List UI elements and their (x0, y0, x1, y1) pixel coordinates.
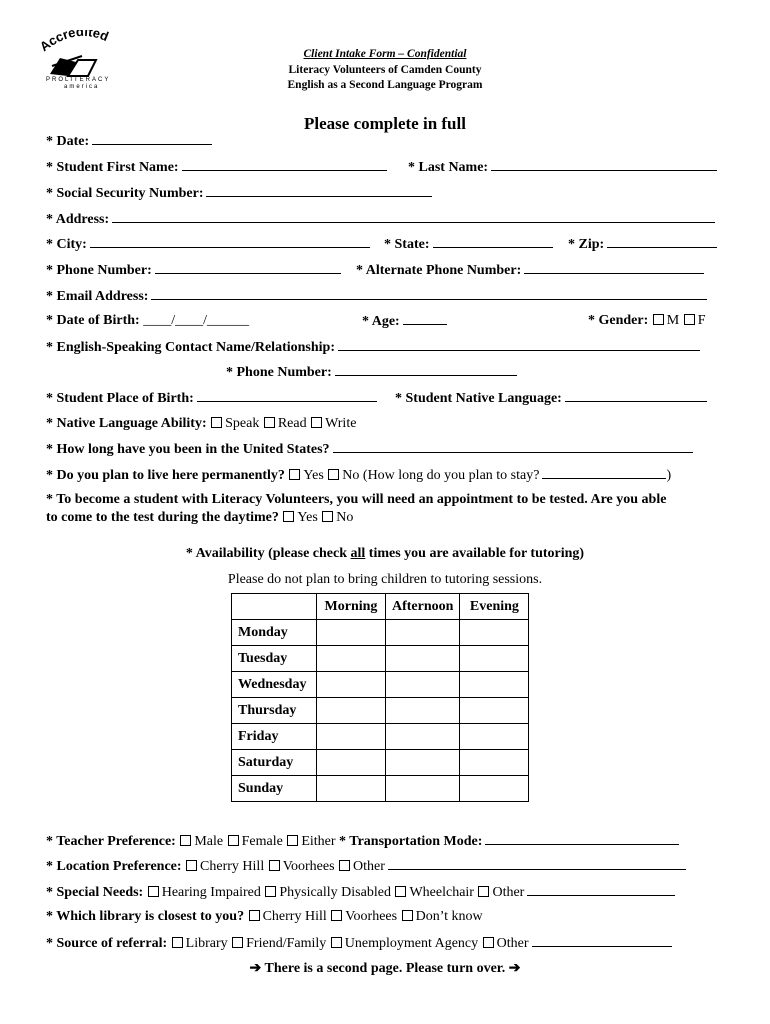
table-row (232, 620, 529, 646)
teacher-label: * Teacher Preference: (46, 834, 176, 849)
footer-note (0, 960, 770, 978)
male-label: Male (194, 834, 224, 849)
slot-cell[interactable] (386, 698, 460, 724)
ref-unemployment-checkbox[interactable] (331, 937, 342, 948)
day-wednesday: Wednesday (232, 672, 317, 698)
slot-cell[interactable] (317, 776, 386, 802)
native-lang-field[interactable] (565, 389, 707, 402)
alt-phone-field[interactable] (524, 261, 704, 274)
slot-cell[interactable] (460, 672, 529, 698)
contact-label: * English-Speaking Contact Name/Relationship: (46, 340, 335, 355)
last-name-field[interactable] (491, 158, 717, 171)
date-label: * Date: (46, 134, 90, 149)
native-lang-row (395, 389, 707, 408)
age-field[interactable] (403, 312, 447, 325)
table-row (232, 724, 529, 750)
contact-phone-field[interactable] (335, 363, 517, 376)
gender-m-label: M (666, 313, 680, 328)
day-friday: Friday (232, 724, 317, 750)
permanent-row (46, 466, 671, 485)
slot-cell[interactable] (386, 646, 460, 672)
logo-line1: PROLITERACY (46, 77, 111, 83)
contact-row (46, 338, 700, 357)
lib-voorhees-label: Voorhees (345, 909, 398, 924)
wheelchair-checkbox[interactable] (395, 886, 406, 897)
library-q-label: * Which library is closest to you? (46, 909, 245, 924)
ref-library-label: Library (185, 936, 228, 951)
location-other-label: Other (353, 859, 385, 874)
lib-voorhees-checkbox[interactable] (331, 910, 342, 921)
either-label: Either (301, 834, 336, 849)
arrow-right-icon: ➔ (508, 961, 521, 976)
test-yes-checkbox[interactable] (283, 511, 294, 522)
wheelchair-label: Wheelchair (409, 885, 474, 900)
permanent-no-checkbox[interactable] (328, 469, 339, 480)
permanent-yes-label: Yes (303, 468, 324, 483)
availability-note: Please do not plan to bring children to tutoring sessions. (227, 572, 543, 587)
gender-f-checkbox[interactable] (684, 314, 695, 325)
write-checkbox[interactable] (311, 417, 322, 428)
last-name-label: * Last Name: (408, 160, 489, 175)
how-long-row (46, 440, 693, 459)
first-name-row (46, 158, 387, 177)
age-label: * Age: (362, 314, 400, 329)
teacher-row (46, 832, 679, 851)
either-checkbox[interactable] (287, 835, 298, 846)
how-long-field[interactable] (333, 440, 693, 453)
state-row (384, 235, 553, 254)
gender-f-label: F (697, 313, 706, 328)
permanent-label: * Do you plan to live here permanently? (46, 468, 285, 483)
table-row (232, 750, 529, 776)
ref-friend-label: Friend/Family (246, 936, 327, 951)
ssn-field[interactable] (206, 184, 432, 197)
availability-title-post: times you are available for tutoring) (365, 546, 585, 561)
special-row (46, 883, 675, 902)
dob-label: * Date of Birth: (46, 313, 140, 328)
location-other-checkbox[interactable] (339, 860, 350, 871)
voorhees-checkbox[interactable] (269, 860, 280, 871)
availability-title-pre: * Availability (please check (185, 546, 351, 561)
slot-cell[interactable] (317, 646, 386, 672)
read-label: Read (277, 416, 307, 431)
alt-phone-label: * Alternate Phone Number: (356, 263, 522, 278)
male-checkbox[interactable] (180, 835, 191, 846)
hearing-checkbox[interactable] (148, 886, 159, 897)
hearing-label: Hearing Impaired (161, 885, 261, 900)
ssn-row (46, 184, 432, 203)
slot-cell[interactable] (460, 750, 529, 776)
read-checkbox[interactable] (264, 417, 275, 428)
zip-label: * Zip: (568, 237, 605, 252)
corner-cell (232, 594, 317, 620)
address-label: * Address: (46, 212, 110, 227)
birthplace-row (46, 389, 377, 408)
email-field[interactable] (151, 287, 707, 300)
referral-row (46, 934, 672, 953)
dob-row (46, 312, 249, 330)
test-question-row (46, 509, 353, 527)
female-label: Female (241, 834, 283, 849)
lib-cherry-hill-label: Cherry Hill (262, 909, 327, 924)
form-title: Client Intake Form – Confidential (303, 48, 467, 60)
logo-line2: america (64, 84, 100, 90)
availability-table (231, 593, 529, 802)
dob-field[interactable]: ____/____/______ (143, 313, 249, 328)
availability-title-all: all (350, 546, 366, 561)
col-afternoon: Afternoon (386, 594, 460, 620)
physical-label: Physically Disabled (279, 885, 391, 900)
speak-checkbox[interactable] (211, 417, 222, 428)
slot-cell[interactable] (317, 698, 386, 724)
slot-cell[interactable] (317, 724, 386, 750)
last-name-row (408, 158, 717, 177)
speak-label: Speak (225, 416, 260, 431)
cherry-hill-label: Cherry Hill (200, 859, 265, 874)
address-field[interactable] (112, 210, 715, 223)
ability-row (46, 415, 356, 433)
phone-field[interactable] (155, 261, 341, 274)
cherry-hill-checkbox[interactable] (186, 860, 197, 871)
birthplace-field[interactable] (197, 389, 377, 402)
transport-label: * Transportation Mode: (339, 834, 483, 849)
ref-other-field[interactable] (532, 934, 672, 947)
slot-cell[interactable] (317, 750, 386, 776)
test-question-line1: * To become a student with Literacy Volunteers, you will need an appointment to be tested. Are you able (46, 492, 667, 507)
program-name: English as a Second Language Program (287, 79, 483, 91)
gender-m-checkbox[interactable] (653, 314, 664, 325)
location-row (46, 857, 686, 876)
availability-title (0, 545, 770, 563)
first-name-label: * Student First Name: (46, 160, 179, 175)
ability-label: * Native Language Ability: (46, 416, 207, 431)
slot-cell[interactable] (386, 750, 460, 776)
special-label: * Special Needs: (46, 885, 144, 900)
phone-row (46, 261, 341, 280)
city-row (46, 235, 370, 254)
special-other-checkbox[interactable] (478, 886, 489, 897)
contact-field[interactable] (338, 338, 700, 351)
permanent-no-label: No (342, 468, 360, 483)
test-yes-label: Yes (297, 510, 318, 525)
contact-phone-row (226, 363, 517, 382)
slot-cell[interactable] (386, 776, 460, 802)
write-label: Write (325, 416, 357, 431)
stay-close: ) (666, 468, 672, 483)
contact-phone-label: * Phone Number: (226, 365, 332, 380)
slot-cell[interactable] (317, 672, 386, 698)
page-heading: Please complete in full (304, 114, 466, 133)
org-name: Literacy Volunteers of Camden County (288, 64, 482, 76)
logo-arc-text: Accredited (38, 30, 111, 55)
slot-cell[interactable] (386, 620, 460, 646)
how-long-label: * How long have you been in the United States? (46, 442, 330, 457)
library-row (46, 908, 483, 926)
email-row (46, 287, 707, 306)
transport-field[interactable] (485, 832, 679, 845)
alt-phone-row (356, 261, 704, 280)
ref-library-checkbox[interactable] (172, 937, 183, 948)
day-monday: Monday (232, 620, 317, 646)
dont-know-checkbox[interactable] (402, 910, 413, 921)
arrow-right-icon: ➔ (249, 961, 262, 976)
table-row (232, 776, 529, 802)
col-morning: Morning (317, 594, 386, 620)
lib-cherry-hill-checkbox[interactable] (249, 910, 260, 921)
test-no-label: No (336, 510, 354, 525)
location-other-field[interactable] (388, 857, 686, 870)
female-checkbox[interactable] (228, 835, 239, 846)
ref-friend-checkbox[interactable] (232, 937, 243, 948)
test-no-checkbox[interactable] (322, 511, 333, 522)
stay-label: (How long do you plan to stay? (362, 468, 540, 483)
slot-cell[interactable] (386, 724, 460, 750)
slot-cell[interactable] (460, 698, 529, 724)
table-row (232, 646, 529, 672)
native-lang-label: * Student Native Language: (395, 391, 562, 406)
gender-label: * Gender: (588, 313, 649, 328)
physical-checkbox[interactable] (265, 886, 276, 897)
zip-row (568, 235, 717, 254)
city-field[interactable] (90, 235, 370, 248)
footer-text: There is a second page. Please turn over. (264, 961, 506, 976)
date-field[interactable] (92, 132, 212, 145)
phone-label: * Phone Number: (46, 263, 152, 278)
slot-cell[interactable] (317, 620, 386, 646)
zip-field[interactable] (607, 235, 717, 248)
email-label: * Email Address: (46, 289, 149, 304)
special-other-field[interactable] (527, 883, 675, 896)
age-row (362, 312, 447, 331)
test-question-line2: to come to the test during the daytime? (46, 510, 279, 525)
location-label: * Location Preference: (46, 859, 182, 874)
city-label: * City: (46, 237, 87, 252)
slot-cell[interactable] (460, 724, 529, 750)
state-field[interactable] (433, 235, 553, 248)
slot-cell[interactable] (386, 672, 460, 698)
ref-other-checkbox[interactable] (483, 937, 494, 948)
ref-unemployment-label: Unemployment Agency (344, 936, 479, 951)
voorhees-label: Voorhees (282, 859, 335, 874)
slot-cell[interactable] (460, 620, 529, 646)
referral-label: * Source of referral: (46, 936, 168, 951)
ssn-label: * Social Security Number: (46, 186, 204, 201)
first-name-field[interactable] (182, 158, 387, 171)
day-sunday: Sunday (232, 776, 317, 802)
ref-other-label: Other (496, 936, 529, 951)
state-label: * State: (384, 237, 430, 252)
table-row (232, 698, 529, 724)
birthplace-label: * Student Place of Birth: (46, 391, 194, 406)
table-row (232, 672, 529, 698)
date-row (46, 132, 212, 151)
special-other-label: Other (492, 885, 525, 900)
slot-cell[interactable] (460, 646, 529, 672)
permanent-yes-checkbox[interactable] (289, 469, 300, 480)
gender-row (588, 312, 706, 330)
stay-field[interactable] (542, 466, 666, 479)
day-saturday: Saturday (232, 750, 317, 776)
dont-know-label: Don’t know (415, 909, 483, 924)
availability-header-row (232, 594, 529, 620)
col-evening: Evening (460, 594, 529, 620)
address-row (46, 210, 715, 229)
day-thursday: Thursday (232, 698, 317, 724)
slot-cell[interactable] (460, 776, 529, 802)
day-tuesday: Tuesday (232, 646, 317, 672)
